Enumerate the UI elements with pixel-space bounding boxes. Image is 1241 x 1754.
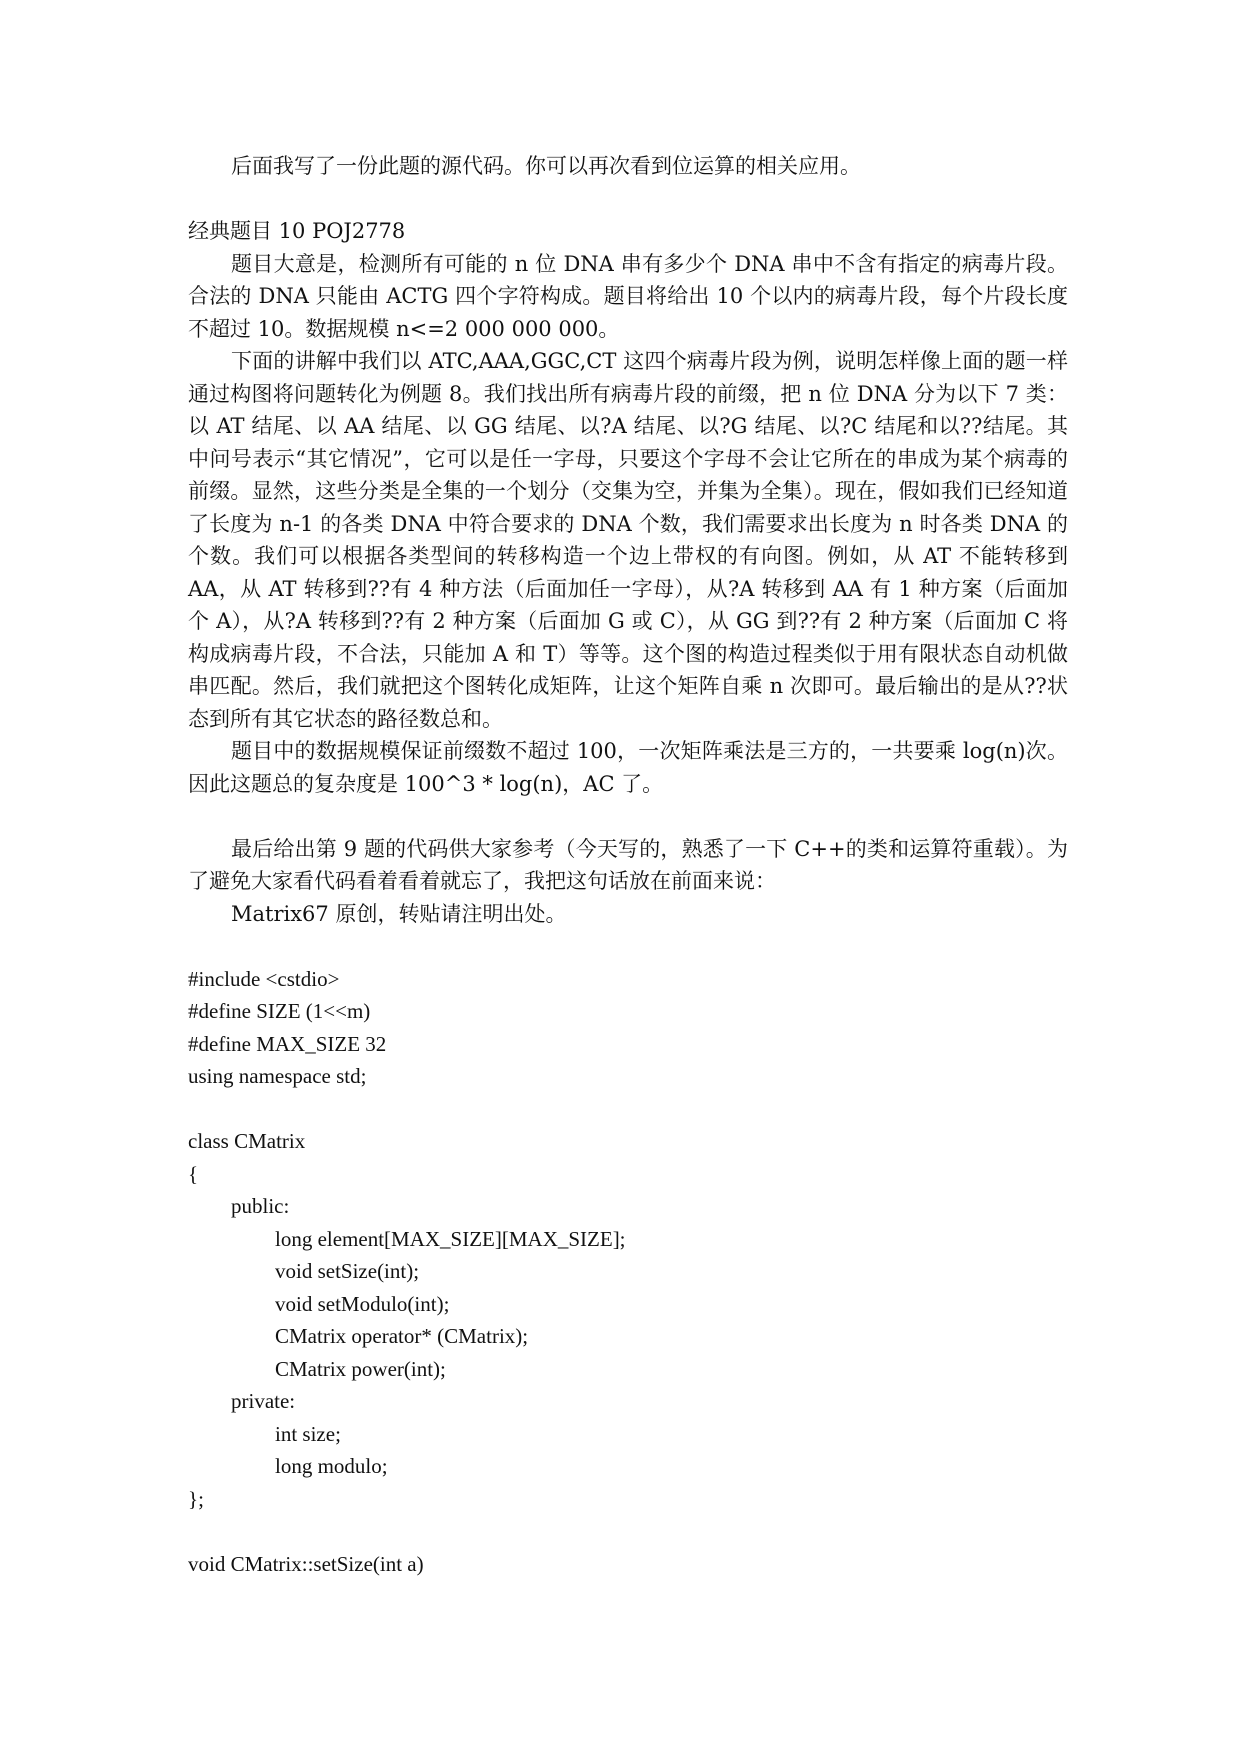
code-block bbox=[188, 963, 1068, 1581]
code-line: { bbox=[188, 1161, 199, 1186]
copyright-note: Matrix67 原创，转贴请注明出处。 bbox=[231, 901, 567, 926]
body-paragraph: 题目中的数据规模保证前缀数不超过 100，一次矩阵乘法是三方的，一共要乘 log(n)次。因此这题总的复杂度是 100^3 * log(n)，AC 了。 bbox=[188, 739, 1068, 796]
code-line: long element[MAX_SIZE][MAX_SIZE]; bbox=[275, 1226, 626, 1251]
code-line: CMatrix power(int); bbox=[275, 1356, 446, 1381]
code-line: using namespace std; bbox=[188, 1064, 367, 1088]
spacer bbox=[188, 183, 1068, 216]
code-line: CMatrix operator* (CMatrix); bbox=[275, 1324, 529, 1348]
spacer bbox=[188, 930, 1068, 963]
document-content bbox=[188, 150, 1068, 1580]
spacer bbox=[188, 800, 1068, 833]
code-line: private: bbox=[231, 1389, 296, 1413]
code-line: int size; bbox=[275, 1421, 341, 1446]
intro-paragraph: 后面我写了一份此题的源代码。你可以再次看到位运算的相关应用。 bbox=[231, 154, 861, 178]
spacer bbox=[188, 1093, 1068, 1126]
code-line: #include <cstdio> bbox=[188, 966, 340, 991]
code-line: void setModulo(int); bbox=[275, 1291, 450, 1316]
spacer bbox=[188, 1515, 1068, 1548]
code-line: public: bbox=[231, 1194, 290, 1218]
code-line: class CMatrix bbox=[188, 1129, 306, 1153]
code-line: }; bbox=[188, 1486, 204, 1511]
code-line: #define SIZE (1<<m) bbox=[188, 999, 371, 1023]
closing-paragraph: 最后给出第 9 题的代码供大家参考（今天写的，熟悉了一下 C++的类和运算符重载）。为了避免大家看代码看着看着就忘了，我把这句话放在前面来说： bbox=[188, 836, 1068, 893]
body-paragraph: 下面的讲解中我们以 ATC,AAA,GGC,CT 这四个病毒片段为例，说明怎样像上面的题一样通过构图将问题转化为例题 8。我们找出所有病毒片段的前缀，把 n 位 DNA 分为以下 7 类：以 AT 结尾、以 AA 结尾、以 GG 结尾、以?A 结尾、以?G 结尾、以?C 结尾和以??结尾。其中问号表示“其它情况”，它可以是任一字母，只要这个字母不会让它所在的串成为某个病毒的前缀。显然，这些分类是全集的一个划分（交集为空，并集为全集）。现在，假如我们已经知道了长度为 n-1 的各类 DNA 中符合要求的 DNA 个数，我们需要求出长度为 n 时各类 DNA 的个数。我们可以根据各类型间的转移构造一个边上带权的有向图。例如，从 AT 不能转移到 AA，从 AT 转移到??有 4 种方法（后面加任一字母），从?A 转移到 AA 有 1 种方案（后面加个 A），从?A 转移到??有 2 种方案（后面加 G 或 C），从 GG 到??有 2 种方案（后面加 C 将构成病毒片段，不合法，只能加 A 和 T）等等。这个图的构造过程类似于用有限状态自动机做串匹配。然后，我们就把这个图转化成矩阵，让这个矩阵自乘 n 次即可。最后输出的是从??状态到所有其它状态的路径数总和。 bbox=[188, 349, 1068, 731]
section-title: 经典题目 10 POJ2778 bbox=[188, 219, 406, 243]
code-line: void setSize(int); bbox=[275, 1259, 420, 1283]
code-line: long modulo; bbox=[275, 1454, 388, 1478]
code-line: #define MAX_SIZE 32 bbox=[188, 1031, 387, 1056]
code-line: void CMatrix::setSize(int a) bbox=[188, 1551, 424, 1576]
body-paragraph: 题目大意是，检测所有可能的 n 位 DNA 串有多少个 DNA 串中不含有指定的病毒片段。合法的 DNA 只能由 ACTG 四个字符构成。题目将给出 10 个以内的病毒片段，每个片段长度不超过 10。数据规模 n<=2 000 000 000。 bbox=[188, 251, 1068, 341]
